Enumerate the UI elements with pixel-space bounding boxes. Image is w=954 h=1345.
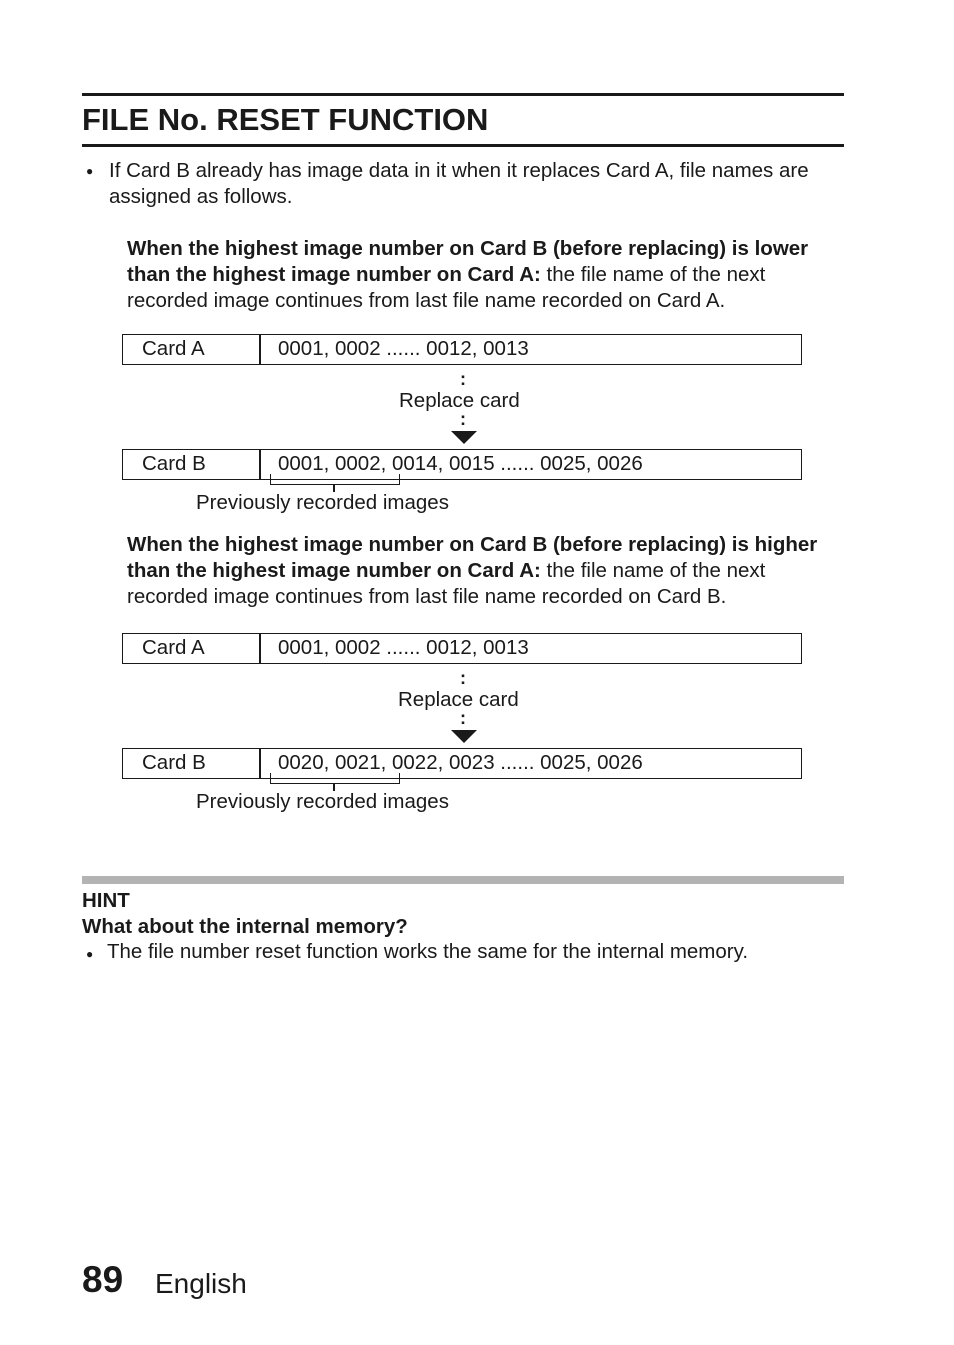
hint-divider [82,876,844,884]
card-b-files: 0001, 0002, 0014, 0015 ...... 0025, 0026 [278,452,643,475]
case2-card-b-row [122,748,802,779]
card-b-files: 0020, 0021, 0022, 0023 ...... 0025, 0026 [278,751,643,774]
page-title: FILE No. RESET FUNCTION [82,102,489,137]
case2-paragraph [127,532,847,610]
page-number: 89 [82,1259,124,1300]
case2-card-a-row [122,633,802,664]
previously-recorded-label: Previously recorded images [196,790,449,813]
case1-card-a-row [122,334,802,365]
hint-question: What about the internal memory? [82,915,408,938]
previously-recorded-bracket [270,474,400,485]
card-b-label: Card B [142,751,206,774]
cell-divider [259,749,261,778]
case2-bold-text: When the highest image number on Card B (before replacing) is higher than the highest image number on Card A: [127,533,818,582]
hint-heading: HINT [82,889,130,912]
bullet-icon: ● [86,164,94,178]
case1-bold-text: When the highest image number on Card B (before replacing) is lower than the highest image number on Card A: [127,237,809,286]
down-arrow-icon [451,431,477,444]
language-label: English [155,1268,247,1299]
replace-card-label: Replace card [398,688,519,711]
card-a-files: 0001, 0002 ...... 0012, 0013 [278,636,529,659]
intro-text: If Card B already has image data in it when it replaces Card A, file names are assigned as follows. [109,159,809,208]
dotted-connector-icon: : [460,409,466,429]
previously-recorded-label: Previously recorded images [196,491,449,514]
bullet-icon: ● [86,947,94,961]
cell-divider [259,450,261,479]
intro-bullet [86,158,846,210]
dotted-connector-icon: : [460,369,466,389]
cell-divider [259,335,261,364]
card-a-label: Card A [142,337,205,360]
hint-answer: The file number reset function works the same for the internal memory. [106,940,749,963]
hint-bullet [86,939,748,967]
down-arrow-icon [451,730,477,743]
dotted-connector-icon: : [460,668,466,688]
card-a-files: 0001, 0002 ...... 0012, 0013 [278,337,529,360]
previously-recorded-bracket [270,773,400,784]
title-rule-top [82,93,844,96]
case1-card-b-row [122,449,802,480]
replace-card-label: Replace card [399,389,520,412]
title-rule-bottom [82,144,844,147]
case2-rest-text: the file name of the next recorded image continues from last file name recorded on Card B. [127,559,766,608]
case1-rest-text: the file name of the next recorded image continues from last file name recorded on Card A. [127,263,766,312]
case1-paragraph [127,236,847,314]
card-b-label: Card B [142,452,206,475]
cell-divider [259,634,261,663]
card-a-label: Card A [142,636,205,659]
dotted-connector-icon: : [460,708,466,728]
